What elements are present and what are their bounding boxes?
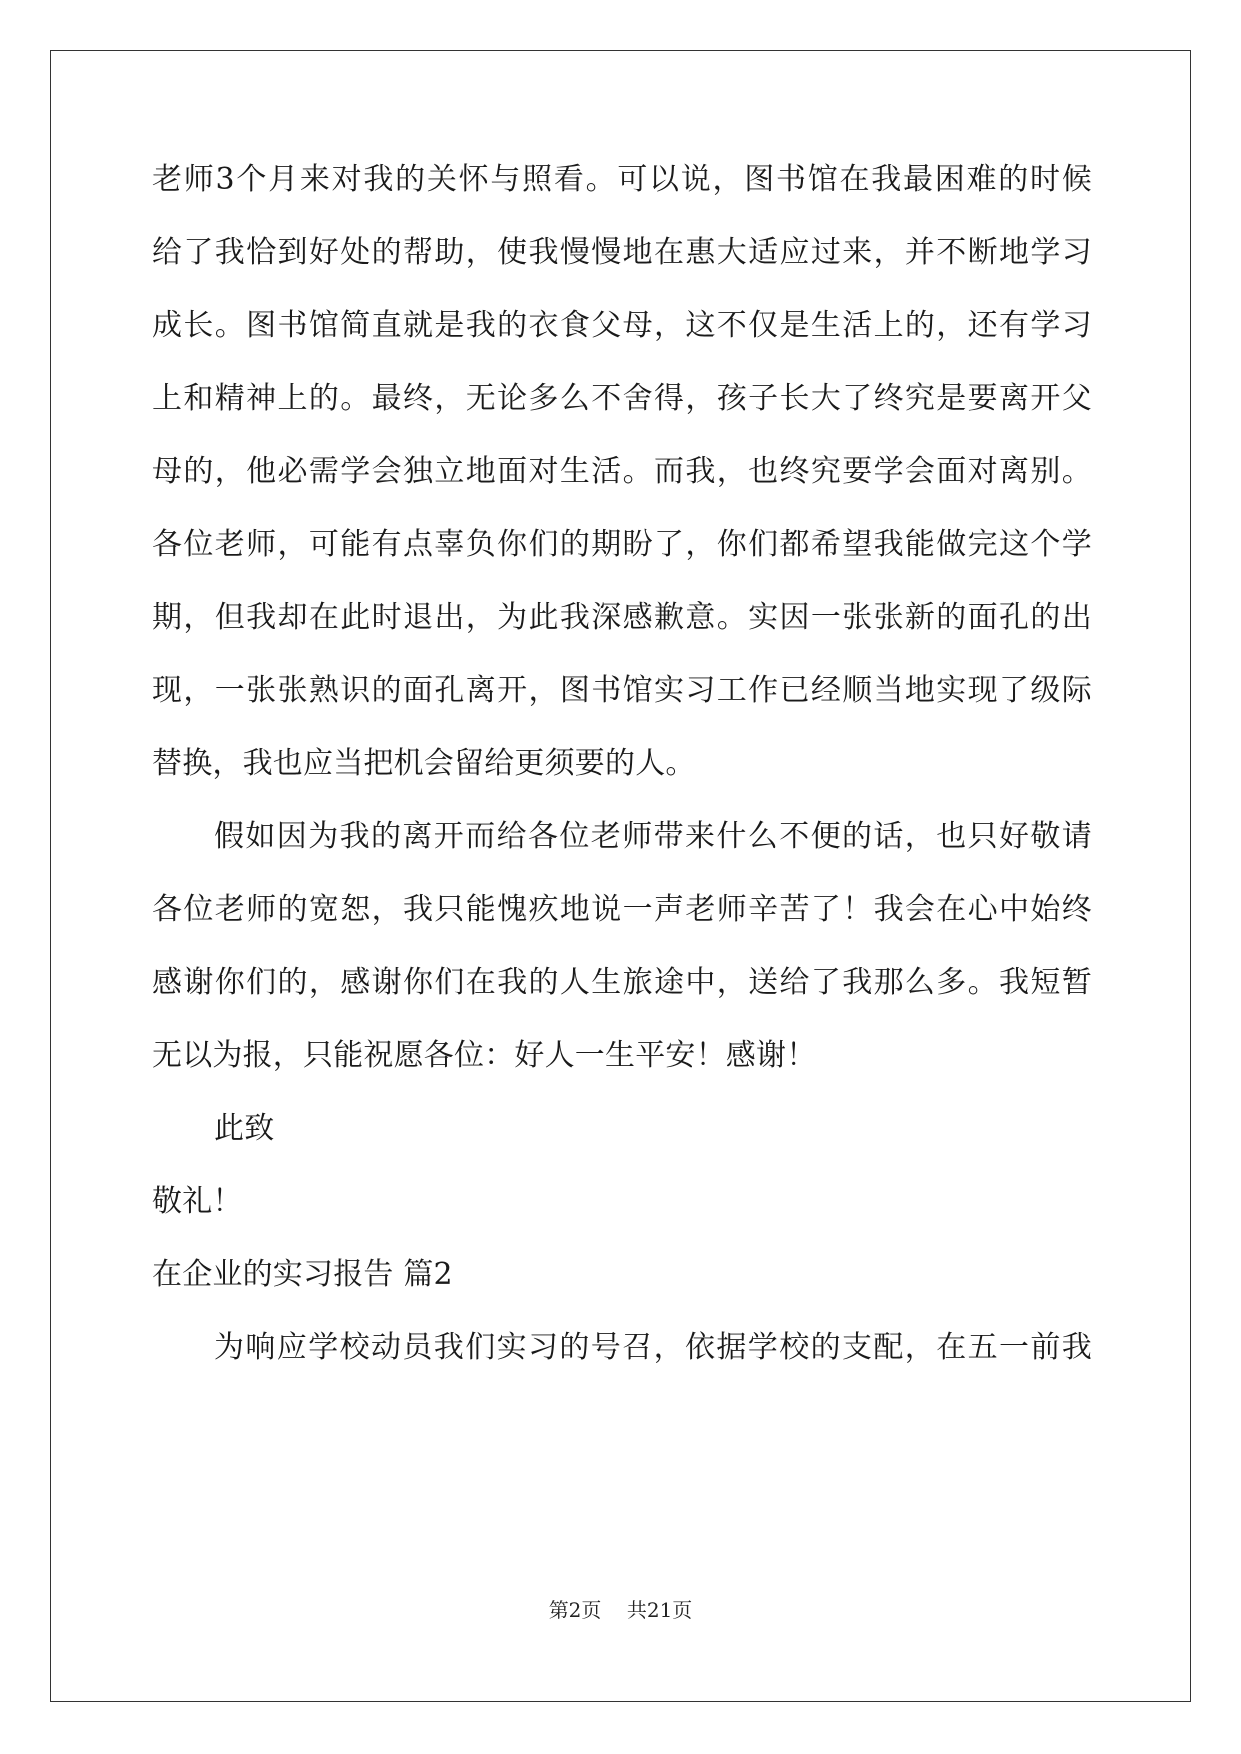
text-line: 各位老师，可能有点辜负你们的期盼了，你们都希望我能做完这个学 bbox=[152, 527, 1092, 562]
text-line: 替换，我也应当把机会留给更须要的人。 bbox=[152, 746, 696, 781]
text-line: 现，一张张熟识的面孔离开，图书馆实习工作已经顺当地实现了级际 bbox=[152, 673, 1092, 708]
closing-salutation: 此致 bbox=[214, 1111, 275, 1146]
text-line: 母的，他必需学会独立地面对生活。而我，也终究要学会面对离别。 bbox=[152, 454, 1092, 489]
text-line: 成长。图书馆简直就是我的衣食父母，这不仅是生活上的，还有学习 bbox=[152, 308, 1092, 343]
text-line: 上和精神上的。最终，无论多么不舍得，孩子长大了终究是要离开父 bbox=[152, 381, 1092, 416]
page-border bbox=[50, 50, 1191, 1702]
text-line: 给了我恰到好处的帮助，使我慢慢地在惠大适应过来，并不断地学习 bbox=[152, 235, 1092, 270]
page-footer bbox=[0, 1598, 1241, 1622]
text-line: 老师3个月来对我的关怀与照看。可以说，图书馆在我最困难的时候 bbox=[152, 162, 1092, 197]
text-line: 感谢你们的，感谢你们在我的人生旅途中，送给了我那么多。我短暂 bbox=[152, 965, 1092, 1000]
page-number: 第2页 bbox=[548, 1598, 602, 1622]
text-line: 期，但我却在此时退出，为此我深感歉意。实因一张张新的面孔的出 bbox=[152, 600, 1092, 635]
text-line: 无以为报，只能祝愿各位：好人一生平安！感谢！ bbox=[152, 1038, 817, 1073]
paragraph-start-line: 为响应学校动员我们实习的号召，依据学校的支配，在五一前我 bbox=[214, 1330, 1092, 1365]
paragraph-start-line: 假如因为我的离开而给各位老师带来什么不便的话，也只好敬请 bbox=[214, 819, 1092, 854]
page-total: 共21页 bbox=[626, 1598, 693, 1622]
section-heading: 在企业的实习报告 篇2 bbox=[152, 1257, 453, 1292]
closing-respect: 敬礼！ bbox=[152, 1184, 243, 1219]
text-line: 各位老师的宽恕，我只能愧疚地说一声老师辛苦了！我会在心中始终 bbox=[152, 892, 1092, 927]
